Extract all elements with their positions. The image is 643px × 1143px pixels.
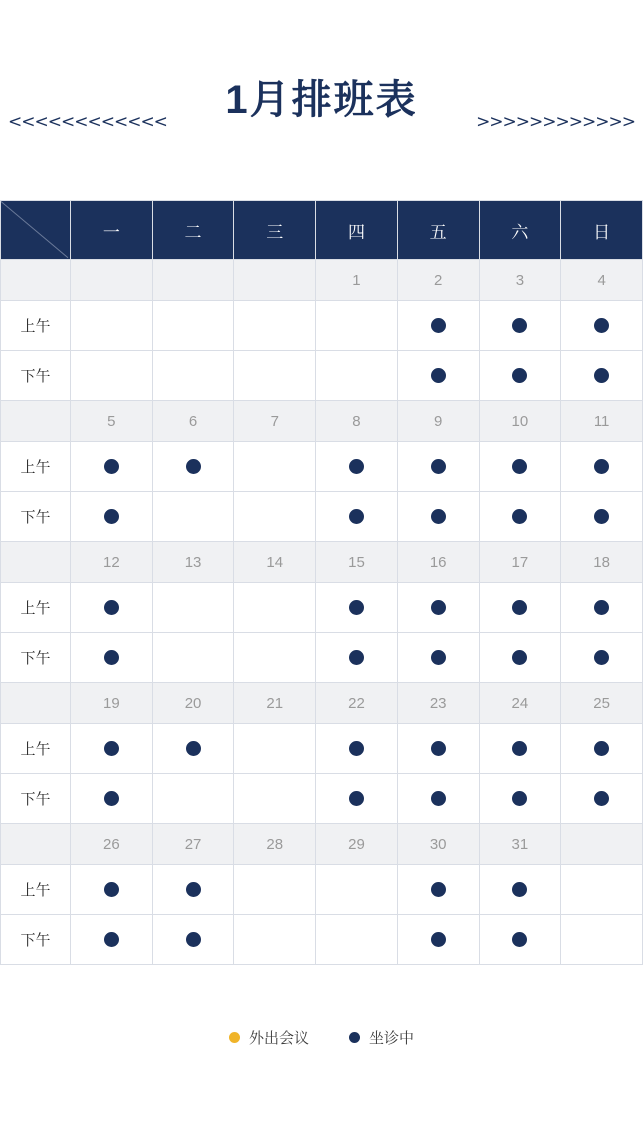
shift-row-pm xyxy=(1,351,643,401)
duty-dot-icon xyxy=(431,600,446,615)
shift-cell[interactable] xyxy=(316,583,398,633)
legend-label-duty: 坐诊中 xyxy=(369,1030,415,1047)
date-cell: 30 xyxy=(397,824,479,865)
schedule-table xyxy=(0,200,643,965)
shift-cell[interactable] xyxy=(316,492,398,542)
legend-item-meeting xyxy=(229,1027,309,1048)
shift-cell[interactable] xyxy=(561,351,643,401)
shift-cell[interactable] xyxy=(561,774,643,824)
duty-dot-icon xyxy=(512,368,527,383)
shift-cell[interactable] xyxy=(397,724,479,774)
shift-cell[interactable] xyxy=(234,724,316,774)
shift-cell[interactable] xyxy=(71,351,153,401)
shift-cell[interactable] xyxy=(397,351,479,401)
shift-label-am: 上午 xyxy=(1,583,71,633)
duty-dot-icon xyxy=(104,791,119,806)
duty-dot-icon xyxy=(431,741,446,756)
diagonal-divider-icon xyxy=(1,201,70,259)
shift-cell[interactable] xyxy=(234,583,316,633)
weekday-header-thu: 四 xyxy=(316,201,398,260)
shift-cell[interactable] xyxy=(152,774,234,824)
date-cell: 4 xyxy=(561,260,643,301)
date-cell: 12 xyxy=(71,542,153,583)
shift-label-am: 上午 xyxy=(1,724,71,774)
duty-dot-icon xyxy=(512,600,527,615)
duty-dot-icon xyxy=(594,459,609,474)
shift-cell[interactable] xyxy=(71,301,153,351)
week-date-row xyxy=(1,683,643,724)
duty-dot-icon xyxy=(512,509,527,524)
duty-dot-icon xyxy=(512,318,527,333)
shift-cell[interactable] xyxy=(479,351,561,401)
duty-dot-icon xyxy=(594,650,609,665)
shift-cell[interactable] xyxy=(234,915,316,965)
duty-dot-icon xyxy=(512,932,527,947)
date-cell: 27 xyxy=(152,824,234,865)
shift-row-pm xyxy=(1,915,643,965)
shift-row-am xyxy=(1,724,643,774)
date-cell: 29 xyxy=(316,824,398,865)
table-corner-cell xyxy=(1,201,71,260)
shift-cell[interactable] xyxy=(479,633,561,683)
table-head xyxy=(1,201,643,260)
date-cell: 11 xyxy=(561,401,643,442)
shift-cell[interactable] xyxy=(479,583,561,633)
legend-dot-meeting-icon xyxy=(229,1032,240,1043)
duty-dot-icon xyxy=(186,459,201,474)
date-cell: 3 xyxy=(479,260,561,301)
shift-cell[interactable] xyxy=(234,492,316,542)
shift-cell[interactable] xyxy=(316,301,398,351)
shift-cell[interactable] xyxy=(71,633,153,683)
page-header xyxy=(0,0,643,200)
duty-dot-icon xyxy=(512,791,527,806)
weekday-header-row xyxy=(1,201,643,260)
shift-cell[interactable] xyxy=(152,583,234,633)
shift-cell[interactable] xyxy=(397,301,479,351)
duty-dot-icon xyxy=(512,882,527,897)
right-ornament-icon: >>>>>>>>>>>> xyxy=(476,112,635,132)
date-cell: 1 xyxy=(316,260,398,301)
date-cell: 6 xyxy=(152,401,234,442)
shift-cell[interactable] xyxy=(397,774,479,824)
shift-cell[interactable] xyxy=(71,442,153,492)
shift-label-am: 上午 xyxy=(1,442,71,492)
shift-cell[interactable] xyxy=(316,724,398,774)
duty-dot-icon xyxy=(512,741,527,756)
shift-cell[interactable] xyxy=(316,865,398,915)
date-cell: 28 xyxy=(234,824,316,865)
weekday-header-sun: 日 xyxy=(561,201,643,260)
shift-cell[interactable] xyxy=(561,724,643,774)
shift-label-am: 上午 xyxy=(1,301,71,351)
week-date-row-spacer xyxy=(1,542,71,583)
duty-dot-icon xyxy=(431,882,446,897)
shift-cell[interactable] xyxy=(397,492,479,542)
duty-dot-icon xyxy=(431,368,446,383)
shift-cell[interactable] xyxy=(71,583,153,633)
date-cell: 21 xyxy=(234,683,316,724)
weekday-header-tue: 二 xyxy=(152,201,234,260)
date-cell: 13 xyxy=(152,542,234,583)
shift-cell[interactable] xyxy=(152,915,234,965)
week-date-row xyxy=(1,260,643,301)
shift-cell[interactable] xyxy=(152,633,234,683)
date-cell: 9 xyxy=(397,401,479,442)
legend-item-duty xyxy=(349,1027,414,1048)
shift-row-am xyxy=(1,442,643,492)
shift-cell[interactable] xyxy=(234,442,316,492)
legend-label-meeting: 外出会议 xyxy=(248,1030,309,1047)
duty-dot-icon xyxy=(594,509,609,524)
shift-cell[interactable] xyxy=(561,865,643,915)
week-date-row-spacer xyxy=(1,401,71,442)
date-cell: 20 xyxy=(152,683,234,724)
duty-dot-icon xyxy=(104,932,119,947)
date-cell: 7 xyxy=(234,401,316,442)
date-cell xyxy=(561,824,643,865)
duty-dot-icon xyxy=(594,600,609,615)
week-date-row xyxy=(1,401,643,442)
duty-dot-icon xyxy=(104,741,119,756)
shift-row-pm xyxy=(1,492,643,542)
shift-cell[interactable] xyxy=(152,301,234,351)
weekday-header-mon: 一 xyxy=(71,201,153,260)
duty-dot-icon xyxy=(349,459,364,474)
shift-cell[interactable] xyxy=(479,724,561,774)
shift-cell[interactable] xyxy=(561,442,643,492)
duty-dot-icon xyxy=(431,509,446,524)
week-date-row-spacer xyxy=(1,824,71,865)
shift-label-pm: 下午 xyxy=(1,492,71,542)
duty-dot-icon xyxy=(186,741,201,756)
shift-cell[interactable] xyxy=(234,774,316,824)
date-cell: 22 xyxy=(316,683,398,724)
duty-dot-icon xyxy=(104,650,119,665)
shift-cell[interactable] xyxy=(234,633,316,683)
shift-cell[interactable] xyxy=(152,351,234,401)
legend xyxy=(0,1027,643,1048)
shift-cell[interactable] xyxy=(397,442,479,492)
shift-cell[interactable] xyxy=(316,442,398,492)
week-date-row-spacer xyxy=(1,683,71,724)
duty-dot-icon xyxy=(104,600,119,615)
date-cell xyxy=(234,260,316,301)
shift-cell[interactable] xyxy=(561,492,643,542)
duty-dot-icon xyxy=(349,600,364,615)
shift-row-am xyxy=(1,301,643,351)
shift-cell[interactable] xyxy=(71,915,153,965)
date-cell: 31 xyxy=(479,824,561,865)
shift-cell[interactable] xyxy=(316,915,398,965)
date-cell: 25 xyxy=(561,683,643,724)
date-cell: 10 xyxy=(479,401,561,442)
duty-dot-icon xyxy=(431,318,446,333)
shift-cell[interactable] xyxy=(152,865,234,915)
shift-label-pm: 下午 xyxy=(1,351,71,401)
shift-cell[interactable] xyxy=(152,492,234,542)
shift-cell[interactable] xyxy=(561,583,643,633)
duty-dot-icon xyxy=(594,741,609,756)
shift-cell[interactable] xyxy=(71,865,153,915)
shift-cell[interactable] xyxy=(397,865,479,915)
duty-dot-icon xyxy=(349,509,364,524)
duty-dot-icon xyxy=(104,882,119,897)
shift-cell[interactable] xyxy=(479,915,561,965)
date-cell: 19 xyxy=(71,683,153,724)
duty-dot-icon xyxy=(349,741,364,756)
date-cell: 5 xyxy=(71,401,153,442)
shift-row-pm xyxy=(1,774,643,824)
duty-dot-icon xyxy=(594,318,609,333)
shift-label-pm: 下午 xyxy=(1,774,71,824)
shift-row-am xyxy=(1,865,643,915)
shift-label-pm: 下午 xyxy=(1,915,71,965)
date-cell: 16 xyxy=(397,542,479,583)
shift-cell[interactable] xyxy=(397,583,479,633)
shift-cell[interactable] xyxy=(152,442,234,492)
shift-cell[interactable] xyxy=(561,633,643,683)
calendar-wrapper xyxy=(0,200,643,965)
date-cell: 26 xyxy=(71,824,153,865)
duty-dot-icon xyxy=(594,791,609,806)
date-cell xyxy=(152,260,234,301)
duty-dot-icon xyxy=(431,459,446,474)
weekday-header-fri: 五 xyxy=(397,201,479,260)
shift-cell[interactable] xyxy=(234,351,316,401)
shift-cell[interactable] xyxy=(561,301,643,351)
duty-dot-icon xyxy=(104,459,119,474)
date-cell: 2 xyxy=(397,260,479,301)
week-date-row xyxy=(1,542,643,583)
page-title: 1月排班表 xyxy=(225,78,418,122)
shift-cell[interactable] xyxy=(397,915,479,965)
shift-cell[interactable] xyxy=(316,633,398,683)
shift-row-pm xyxy=(1,633,643,683)
shift-cell[interactable] xyxy=(479,774,561,824)
duty-dot-icon xyxy=(431,791,446,806)
shift-cell[interactable] xyxy=(479,492,561,542)
shift-cell[interactable] xyxy=(234,865,316,915)
shift-cell[interactable] xyxy=(479,865,561,915)
weekday-header-wed: 三 xyxy=(234,201,316,260)
duty-dot-icon xyxy=(512,459,527,474)
week-date-row-spacer xyxy=(1,260,71,301)
duty-dot-icon xyxy=(349,791,364,806)
date-cell: 8 xyxy=(316,401,398,442)
duty-dot-icon xyxy=(431,650,446,665)
duty-dot-icon xyxy=(186,882,201,897)
shift-row-am xyxy=(1,583,643,633)
shift-cell[interactable] xyxy=(561,915,643,965)
shift-cell[interactable] xyxy=(479,442,561,492)
date-cell xyxy=(71,260,153,301)
date-cell: 14 xyxy=(234,542,316,583)
shift-cell[interactable] xyxy=(71,724,153,774)
date-cell: 17 xyxy=(479,542,561,583)
date-cell: 15 xyxy=(316,542,398,583)
duty-dot-icon xyxy=(186,932,201,947)
duty-dot-icon xyxy=(512,650,527,665)
duty-dot-icon xyxy=(349,650,364,665)
left-ornament-icon: <<<<<<<<<<<< xyxy=(8,112,167,132)
shift-cell[interactable] xyxy=(397,633,479,683)
shift-cell[interactable] xyxy=(479,301,561,351)
shift-cell[interactable] xyxy=(234,301,316,351)
duty-dot-icon xyxy=(104,509,119,524)
week-date-row xyxy=(1,824,643,865)
shift-cell[interactable] xyxy=(71,774,153,824)
shift-cell[interactable] xyxy=(152,724,234,774)
duty-dot-icon xyxy=(431,932,446,947)
table-body xyxy=(1,260,643,965)
legend-dot-duty-icon xyxy=(349,1032,360,1043)
weekday-header-sat: 六 xyxy=(479,201,561,260)
date-cell: 24 xyxy=(479,683,561,724)
shift-cell[interactable] xyxy=(71,492,153,542)
date-cell: 23 xyxy=(397,683,479,724)
shift-label-pm: 下午 xyxy=(1,633,71,683)
shift-cell[interactable] xyxy=(316,351,398,401)
duty-dot-icon xyxy=(594,368,609,383)
date-cell: 18 xyxy=(561,542,643,583)
shift-cell[interactable] xyxy=(316,774,398,824)
shift-label-am: 上午 xyxy=(1,865,71,915)
